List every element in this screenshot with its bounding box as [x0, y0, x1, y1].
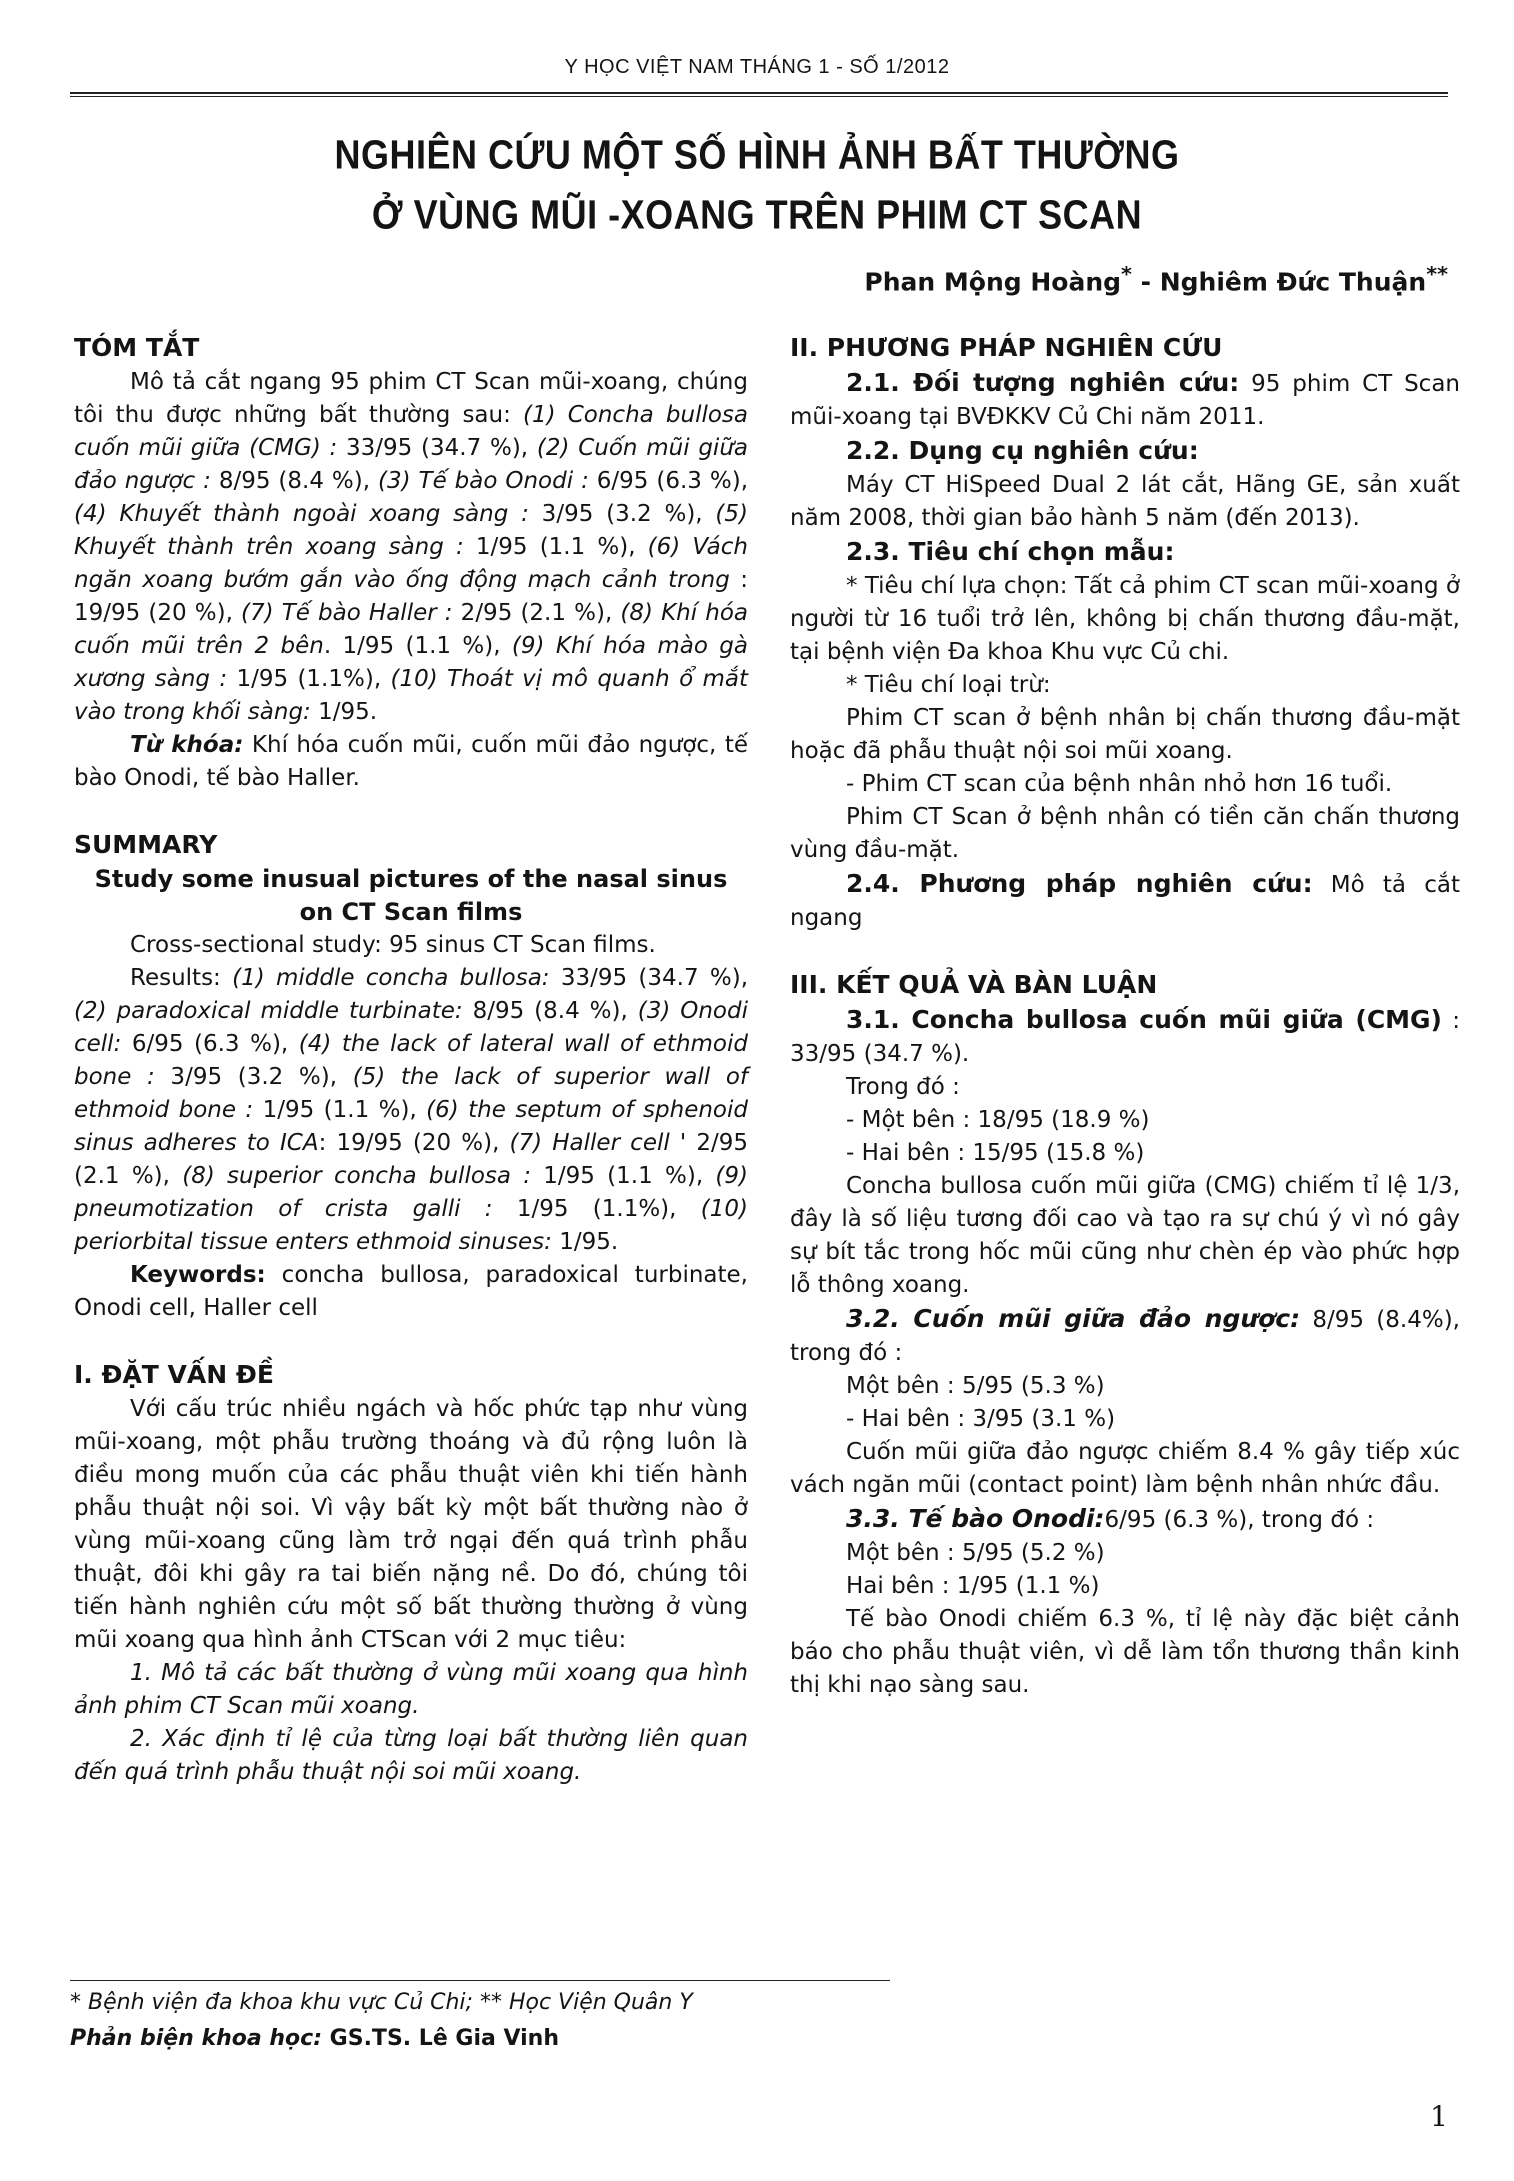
abstract-value-7: 2/95 (2.1 %),: [452, 600, 621, 626]
abstract-finding-2: (2) Cuốn mũi giữa đảo ngược :: [74, 435, 748, 494]
result-finding-8: (8) superior concha bullosa :: [182, 1163, 531, 1189]
abstract-value-2: 8/95 (8.4 %),: [210, 468, 378, 494]
section-2-2-text: Máy CT HiSpeed Dual 2 lát cắt, Hãng GE, sản xuất năm 2008, thời gian bảo hành 5 năm (đến 2013).: [790, 472, 1460, 531]
reviewer-name: GS.TS. Lê Gia Vinh: [322, 2026, 560, 2051]
reviewer-line: [70, 2024, 559, 2054]
section-3-3-text: 6/95 (6.3 %), trong đó :: [1104, 1507, 1375, 1533]
keywords-label-en: Keywords:: [130, 1262, 266, 1288]
abstract-finding-10: (10) Thoát vị mô quanh ổ mắt vào trong khối sàng:: [74, 666, 749, 725]
result-value-9: 1/95 (1.1%),: [492, 1196, 701, 1222]
abstract-finding-8: (8) Khí hóa cuốn mũi trên 2 bên: [74, 600, 748, 659]
result-value-2: 8/95 (8.4 %),: [462, 998, 638, 1024]
section-3-2: [790, 1302, 1460, 1370]
result-finding-7: (7) Haller cell: [509, 1130, 670, 1156]
exclusion-criteria-2: - Phim CT scan của bệnh nhân nhỏ hơn 16 tuổi.: [846, 771, 1393, 797]
abstract-finding-9: (9) Khí hóa mào gà xương sàng :: [74, 633, 748, 692]
abstract-finding-7: (7) Tế bào Haller :: [241, 600, 453, 626]
article-title-line-2: Ở VÙNG MŨI -XOANG TRÊN PHIM CT SCAN: [371, 191, 1143, 238]
section-2-4: [790, 867, 1460, 935]
section-1-paragraph: Với cấu trúc nhiều ngách và hốc phức tạp như vùng mũi-xoang, một phẫu trường thoáng và đủ rộng luôn là điều mong muốn của các phẫu thuật viên khi tiến hành phẫu thuật nội soi. Vì vậy bất kỳ một bất thường nào ở vùng mũi-xoang cũng làm trở ngại đến quá trình phẫu thuật, đôi khi gây ra tai biến nặng nề. Do đó, chúng tôi tiến hành nghiên cứu một số bất thường thường ở vùng mũi xoang qua hình ảnh CTScan với 2 mục tiêu:: [74, 1396, 748, 1653]
abstract-value-10: 1/95.: [310, 699, 378, 725]
author-separator: -: [1131, 267, 1160, 297]
keywords-text-en: concha bullosa, paradoxical turbinate, Onodi cell, Haller cell: [74, 1262, 748, 1321]
section-3-2-two-sides: - Hai bên : 3/95 (3.1 %): [846, 1406, 1116, 1432]
goal-1: 1. Mô tả các bất thường ở vùng mũi xoang qua hình ảnh phim CT Scan mũi xoang.: [74, 1660, 748, 1719]
reviewer-label: Phản biện khoa học:: [70, 2026, 323, 2051]
abstract-keywords: [74, 729, 748, 795]
summary-keywords: [74, 1259, 748, 1325]
section-3-2-label: 3.2. Cuốn mũi giữa đảo ngược:: [846, 1304, 1301, 1333]
right-column: [790, 330, 1460, 1702]
section-3-1-label: 3.1. Concha bullosa cuốn mũi giữa (CMG): [846, 1005, 1442, 1034]
result-value-1: 33/95 (34.7 %),: [549, 965, 749, 991]
summary-title: Study some inusual pictures of the nasal sinus on CT Scan films: [94, 865, 728, 926]
exclusion-criteria-1: Phim CT scan ở bệnh nhân bị chấn thương đầu-mặt hoặc đã phẫu thuật nội soi mũi xoang.: [790, 705, 1460, 764]
result-finding-2: (2) paradoxical middle turbinate:: [74, 998, 463, 1024]
abstract-value-1: 33/95 (34.7 %),: [337, 435, 537, 461]
section-3-3-label: 3.3. Tế bào Onodi:: [846, 1504, 1105, 1533]
author-2-mark: **: [1426, 262, 1448, 286]
author-line: [864, 262, 1448, 296]
result-value-10: 1/95.: [551, 1229, 619, 1255]
abstract-finding-3: (3) Tế bào Onodi :: [378, 468, 589, 494]
abstract-finding-1: (1) Concha bullosa cuốn mũi giữa (CMG) :: [74, 402, 748, 461]
section-3-3: [790, 1502, 1460, 1537]
affiliation-footnote: * Bệnh viện đa khoa khu vực Củ Chi; ** Học Viện Quân Y: [70, 1990, 693, 2015]
abstract-value-6: : 19/95 (20 %),: [74, 567, 748, 626]
abstract-paragraph: [74, 366, 748, 729]
summary-results: [74, 962, 748, 1259]
abstract-value-5: 1/95 (1.1 %),: [463, 534, 648, 560]
exclusion-criteria-3: Phim CT Scan ở bệnh nhân có tiền căn chấn thương vùng đầu-mặt.: [790, 804, 1460, 863]
inclusion-criteria: * Tiêu chí lựa chọn: Tất cả phim CT scan mũi-xoang ở người từ 16 tuổi trở lên, không bị chấn thương đầu-mặt, tại bệnh viện Đa khoa Khu vực Củ chi.: [790, 573, 1460, 665]
article-title-line-1: NGHIÊN CỨU MỘT SỐ HÌNH ẢNH BẤT THƯỜNG: [334, 131, 1180, 178]
keywords-label-vi: Từ khóa:: [130, 732, 244, 758]
result-value-4: 3/95 (3.2 %),: [154, 1064, 353, 1090]
section-2-1-label: 2.1. Đối tượng nghiên cứu:: [846, 368, 1240, 397]
section-2-2-heading: [790, 434, 1460, 469]
section-3-1: [790, 1003, 1460, 1071]
section-3-1-paragraph: Concha bullosa cuốn mũi giữa (CMG) chiếm tỉ lệ 1/3, đây là số liệu tương đối cao và tạo ra sự chú ý vì nó gây sự bít tắc trong hốc mũi cũng như chèn ép vào phức hợp lỗ thông xoang.: [790, 1173, 1460, 1298]
section-3-3-paragraph: Tế bào Onodi chiếm 6.3 %, tỉ lệ này đặc biệt cảnh báo cho phẫu thuật viên, vì dễ làm tổn thương thần kinh thị khi nạo sàng sau.: [790, 1606, 1460, 1698]
result-finding-9: (9) pneumotization of crista galli :: [74, 1163, 748, 1222]
left-column: [74, 330, 748, 1789]
result-finding-4: (4) the lack of lateral wall of ethmoid bone :: [74, 1031, 748, 1090]
summary-design: Cross-sectional study: 95 sinus CT Scan films.: [130, 932, 656, 958]
author-2: Nghiêm Đức Thuận: [1159, 267, 1427, 297]
running-head: Y HỌC VIỆT NAM THÁNG 1 - SỐ 1/2012: [564, 56, 950, 78]
section-2-4-text: Mô tả cắt ngang: [790, 872, 1460, 931]
result-finding-1: (1) middle concha bullosa:: [232, 965, 550, 991]
goal-2: 2. Xác định tỉ lệ của từng loại bất thường liên quan đến quá trình phẫu thuật nội soi mũi xoang.: [74, 1726, 748, 1785]
result-finding-3: (3) Onodi cell:: [74, 998, 748, 1057]
author-1-mark: *: [1121, 262, 1132, 286]
results-label: Results:: [130, 965, 233, 991]
result-value-3: 6/95 (6.3 %),: [121, 1031, 299, 1057]
abstract-finding-4: (4) Khuyết thành ngoài xoang sàng :: [74, 501, 529, 527]
section-2-1: [790, 366, 1460, 434]
result-value-8: 1/95 (1.1 %),: [531, 1163, 716, 1189]
summary-heading: SUMMARY: [74, 830, 218, 859]
abstract-value-3: 6/95 (6.3 %),: [588, 468, 748, 494]
section-2-4-label: 2.4. Phương pháp nghiên cứu:: [846, 869, 1313, 898]
result-value-6: : 19/95 (20 %),: [318, 1130, 510, 1156]
author-1: Phan Mộng Hoàng: [864, 267, 1122, 297]
section-2-2-label: 2.2. Dụng cụ nghiên cứu:: [846, 436, 1199, 465]
section-3-3-two-sides: Hai bên : 1/95 (1.1 %): [846, 1573, 1100, 1599]
section-3-2-text: 8/95 (8.4%), trong đó :: [790, 1307, 1460, 1366]
keywords-text-vi: Khí hóa cuốn mũi, cuốn mũi đảo ngược, tế bào Onodi, tế bào Haller.: [74, 732, 749, 791]
abstract-finding-5: (5) Khuyết thành trên xoang sàng :: [74, 501, 748, 560]
exclusion-criteria-heading: * Tiêu chí loại trừ:: [846, 672, 1051, 698]
section-3-2-paragraph: Cuốn mũi giữa đảo ngược chiếm 8.4 % gây tiếp xúc vách ngăn mũi (contact point) làm bệnh nhân nhức đầu.: [790, 1439, 1460, 1498]
abstract-heading: TÓM TẮT: [74, 333, 200, 362]
abstract-value-8: . 1/95 (1.1 %),: [323, 633, 512, 659]
section-3-heading: III. KẾT QUẢ VÀ BÀN LUẬN: [790, 970, 1158, 999]
abstract-value-4: 3/95 (3.2 %),: [528, 501, 716, 527]
result-finding-5: (5) the lack of superior wall of ethmoid bone :: [74, 1064, 748, 1123]
section-3-3-one-side: Một bên : 5/95 (5.2 %): [846, 1540, 1105, 1566]
header-rule: [70, 92, 1448, 94]
section-2-3-heading: [790, 535, 1460, 570]
section-1-heading: I. ĐẶT VẤN ĐỀ: [74, 1360, 274, 1389]
result-finding-10: (10) periorbital tissue enters ethmoid sinuses:: [74, 1196, 748, 1255]
result-finding-6: (6) the septum of sphenoid sinus adheres to ICA: [74, 1097, 748, 1156]
header-rule-thin: [70, 96, 1448, 97]
result-value-7: ' 2/95 (2.1 %),: [74, 1130, 748, 1189]
page-number: 1: [1430, 2100, 1448, 2133]
section-2-3-label: 2.3. Tiêu chí chọn mẫu:: [846, 537, 1175, 566]
section-3-1-one-side: - Một bên : 18/95 (18.9 %): [846, 1107, 1150, 1133]
result-value-5: 1/95 (1.1 %),: [253, 1097, 427, 1123]
footnote-rule: [70, 1980, 890, 1981]
abstract-text: Mô tả cắt ngang 95 phim CT Scan mũi-xoang, chúng tôi thu được những bất thường sau:: [74, 369, 748, 428]
section-2-heading: II. PHƯƠNG PHÁP NGHIÊN CỨU: [790, 333, 1223, 362]
section-3-2-one-side: Một bên : 5/95 (5.3 %): [846, 1373, 1105, 1399]
abstract-value-9: 1/95 (1.1%),: [227, 666, 391, 692]
abstract-finding-6: (6) Vách ngăn xoang bướm gắn vào ống động mạch cảnh trong: [74, 534, 748, 593]
section-3-1-two-sides: - Hai bên : 15/95 (15.8 %): [846, 1140, 1145, 1166]
section-2-1-text: 95 phim CT Scan mũi-xoang tại BVĐKKV Củ Chi năm 2011.: [790, 371, 1460, 430]
section-3-1-in: Trong đó :: [846, 1074, 960, 1100]
section-3-1-text: : 33/95 (34.7 %).: [790, 1008, 1461, 1067]
